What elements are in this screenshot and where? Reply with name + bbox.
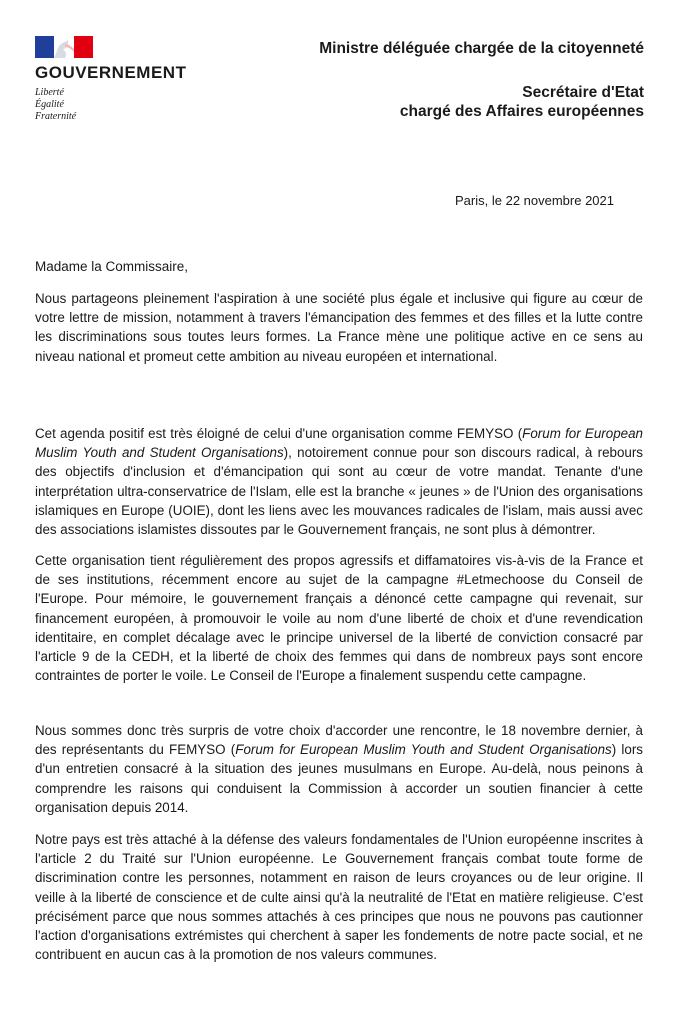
salutation: Madame la Commissaire, — [35, 259, 189, 274]
paragraph-4 — [35, 721, 643, 817]
femyso-full-name: Forum for European Muslim Youth and Student Organisations — [35, 426, 643, 461]
paragraph-3: Cette organisation tient régulièrement des propos agressifs et diffamatoires vis-à-vis de la France et de ses institutions, récemment encore au sujet de la campagne #Letmechoose du Conseil de l'Europe. Pour mémoire, le gouvernement français a dénoncé cette campagne qui revenait, sur financement européen, à promouvoir le voile au nom d'une liberté de choix et d'une revendication identitaire, en complet décalage avec le principe universel de la liberté de conviction consacré par l'article 9 de la CEDH, et la liberté de choix des femmes qui dans de nombreux pays sont encore contraintes de porter le voile. Le Conseil de l'Europe a finalement suspendu cette campagne. — [35, 553, 643, 684]
signatory-secretary-line-1: Secrétaire d'Etat — [522, 84, 644, 101]
date-line: Paris, le 22 novembre 2021 — [455, 193, 614, 208]
motto-egalite: Égalité — [35, 99, 64, 110]
paragraph-2-part-a: Cet agenda positif est très éloigné de celui d'une organisation comme FEMYSO ( — [35, 426, 523, 441]
paragraph-1: Nous partageons pleinement l'aspiration à une société plus égale et inclusive qui figure au cœur de votre lettre de mission, notamment à travers l'émancipation des femmes et des filles et la lutte contre les discriminations sous toutes leurs formes. La France mène une politique active en ce sens au niveau national et promeut cette ambition au niveau européen et international. — [35, 291, 643, 364]
paragraph-4-part-a: Nous sommes donc très surpris de votre choix d'accorder une rencontre, le 18 novembre dernier, à des représentants du FEMYSO ( — [35, 723, 643, 758]
femyso-full-name: Forum for European Muslim Youth and Student Organisations — [235, 742, 612, 758]
marianne-flag-icon — [35, 36, 93, 58]
government-logo — [35, 36, 225, 123]
signatory-secretary-line-2: chargé des Affaires européennes — [399, 103, 644, 120]
paragraph-2 — [35, 424, 643, 539]
republic-motto — [35, 87, 225, 123]
paragraph-2-part-b: ), notoirement connue pour son discours radical, à rebours des objectifs d'inclusion et d'émancipation qui sont au cœur de votre mandat. Tenante d'une interprétation ultra-conservatrice de l'Islam, elle est la branche « jeunes » de l'Union des organisations islamiques en Europe (UOIE), dont les liens avec les mouvances radicales de l'islam, mais aussi avec des associations islamistes dissoutes par le Gouvernement français, ne sont plus à démontrer. — [35, 445, 644, 538]
motto-fraternite: Fraternité — [35, 111, 77, 122]
government-wordmark: GOUVERNEMENT — [35, 63, 187, 82]
motto-liberte: Liberté — [35, 87, 64, 98]
paragraph-5: Notre pays est très attaché à la défense des valeurs fondamentales de l'Union européenne inscrites à l'article 2 du Traité sur l'Union européenne. Le Gouvernement français combat toute forme de discrimination contre les personnes, notamment en raison de leurs croyances ou de leur origine. Il veille à la liberté de conscience et de culte ainsi qu'à la neutralité de l'Etat en matière religieuse. C'est précisément parce que nous sommes attachés à ces principes que nous ne pouvons pas cautionner l'action d'organisations extrémistes qui cherchent à saper les fondements de notre pacte social, et ne contribuent en aucun cas à la promotion de nos valeurs communes. — [35, 832, 643, 963]
signatory-minister-title: Ministre déléguée chargée de la citoyenneté — [319, 40, 644, 57]
signatory-secretary-title — [400, 83, 644, 121]
paragraph-4-part-b: ) lors d'un entretien consacré à la situation des jeunes musulmans en Europe. Au-delà, nous peinons à comprendre les raisons qui conduisent la Commission à accorder un soutien financier à cette organisation depuis 2014. — [35, 742, 644, 815]
